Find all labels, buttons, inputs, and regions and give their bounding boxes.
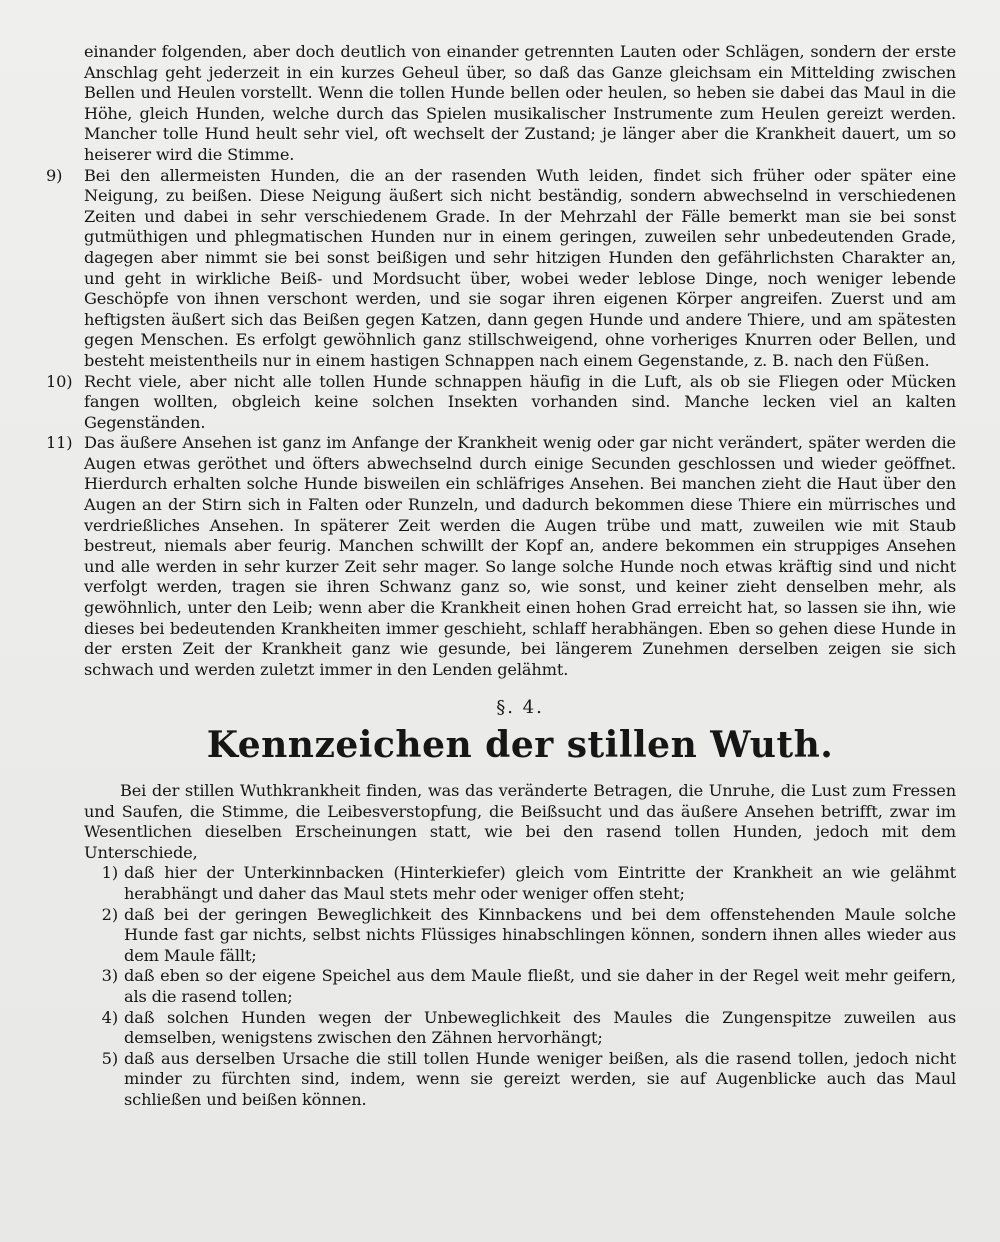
intro-paragraph: Bei der stillen Wuthkrankheit finden, was das veränderte Betragen, die Unruhe, die Lust zum Fressen und Saufen, die Stimme, die Leibesverstopfung, die Beißsucht und das äußere Ansehen betrifft, zwar im Wesentlichen dieselben Erscheinungen statt, wie bei den rasend tollen Hunden, jedoch mit dem Unterschiede, <box>84 781 956 862</box>
item-number: 1) <box>101 863 118 883</box>
item-number: 10) <box>46 371 73 391</box>
item-text: Bei den allermeisten Hunden, die an der rasenden Wuth leiden, findet sich früher oder später eine Neigung, zu beißen. Diese Neigung äußert sich nicht beständig, sondern abwechselnd in verschiedenen Zeiten und dabei in sehr verschiedenem Grade. In der Mehrzahl der Fälle bemerkt man sie bei sonst gutmüthigen und phlegmatischen Hunden nur in einem geringen, zuweilen sehr unbedeutenden Grade, dagegen aber nimmt sie bei sonst beißigen und sehr hitzigen Hunden den gefährlichsten Charakter an, und geht in wirkliche Beiß- und Mordsucht über, wobei weder leblose Dinge, noch weniger lebende Geschöpfe von ihnen verschont werden, und sie sogar ihren eigenen Körper angreifen. Zuerst und am heftigsten äußert sich das Beißen gegen Katzen, dann gegen Hunde und andere Thiere, und am spätesten gegen Menschen. Es erfolgt gewöhnlich ganz stillschweigend, ohne vorheriges Knurren oder Bellen, und besteht meistentheils nur in einem hastigen Schnappen nach einem Gegenstande, z. B. nach den Füßen. <box>84 165 956 370</box>
item-number: 4) <box>101 1007 118 1027</box>
item-text: Recht viele, aber nicht alle tollen Hunde schnappen häufig in die Luft, als ob sie Fliegen oder Mücken fangen wollten, obgleich keine solchen Insekten vorhanden sind. Manche lecken viel an kalten Gegenständen. <box>84 371 956 432</box>
list-item <box>84 1008 956 1049</box>
list-item <box>84 1049 956 1111</box>
item-text: Das äußere Ansehen ist ganz im Anfange der Krankheit wenig oder gar nicht verändert, später werden die Augen etwas geröthet und öfters abwechselnd durch einige Secunden geschlossen und wieder geöffnet. Hierdurch erhalten solche Hunde bisweilen ein schläfriges Ansehen. Bei manchen zieht die Haut über den Augen an der Stirn sich in Falten oder Runzeln, und dadurch bekommen diese Thiere ein mürrisches und verdrießliches Ansehen. In späterer Zeit werden die Augen trübe und matt, zuweilen wie mit Staub bestreut, niemals aber feurig. Manchen schwillt der Kopf an, andere bekommen ein struppiges Ansehen und alle werden in sehr kurzer Zeit sehr mager. So lange solche Hunde noch etwas kräftig sind und nicht verfolgt werden, tragen sie ihren Schwanz ganz so, wie sonst, und keiner zieht denselben mehr, als gewöhnlich, unter den Leib; wenn aber die Krankheit einen hohen Grad erreicht hat, so lassen sie ihn, wie dieses bei bedeutenden Krankheiten immer geschieht, schlaff herabhängen. Eben so gehen diese Hunde in der ersten Zeit der Krankheit ganz wie gesunde, bei längerem Zunehmen derselben zeigen sie sich schwach und werden zuletzt immer in den Lenden gelähmt. <box>84 433 956 679</box>
list-item <box>46 165 956 372</box>
item-number: 11) <box>46 433 73 453</box>
list-item <box>84 966 956 1007</box>
section-heading: Kennzeichen der stillen Wuth. <box>206 724 834 766</box>
list-item <box>46 433 956 680</box>
item-text: daß aus derselben Ursache die still tollen Hunde weniger beißen, als die rasend tollen, jedoch nicht minder zu fürchten sind, indem, wenn sie gereizt werden, sie auf Augenblicke auch das Maul schließen und beißen können. <box>124 1048 956 1109</box>
continuation-paragraph: einander folgenden, aber doch deutlich von einander getrennten Lauten oder Schlägen, sondern der erste Anschlag geht jederzeit in ein kurzes Geheul über, so daß das Ganze gleichsam ein Mittelding zwischen Bellen und Heulen vorstellt. Wenn die tollen Hunde bellen oder heulen, so heben sie dabei das Maul in die Höhe, gleich Hunden, welche durch das Spielen musikalischer Instrumente zum Heulen gereizt werden. Mancher tolle Hund heult sehr viel, oft wechselt der Zustand; je länger aber die Krankheit dauert, um so heiserer wird die Stimme. <box>84 42 956 164</box>
item-text: daß solchen Hunden wegen der Unbeweglichkeit des Maules die Zungenspitze zuweilen aus demselben, wenigstens zwischen den Zähnen hervorhängt; <box>124 1007 956 1048</box>
list-item <box>84 863 956 904</box>
item-text: daß hier der Unterkinnbacken (Hinterkiefer) gleich vom Eintritte der Krankheit an wie gelähmt herabhängt und daher das Maul stets mehr oder weniger offen steht; <box>124 863 956 903</box>
section-number: §. 4. <box>496 697 544 719</box>
list-item <box>84 905 956 967</box>
symptom-list <box>46 165 956 681</box>
item-number: 3) <box>101 966 118 986</box>
item-text: daß eben so der eigene Speichel aus dem Maule fließt, und sie daher in der Regel weit mehr geifern, als die rasend tollen; <box>124 966 956 1006</box>
item-number: 5) <box>101 1048 118 1068</box>
difference-list <box>84 863 956 1110</box>
page-text <box>46 42 956 1111</box>
item-number: 9) <box>46 165 63 185</box>
item-number: 2) <box>101 904 118 924</box>
item-text: daß bei der geringen Beweglichkeit des Kinnbackens und bei dem offenstehenden Maule solche Hunde fast gar nichts, selbst nichts Flüssiges hinabschlingen können, sondern ihnen alles wieder aus dem Maule fällt; <box>124 904 956 965</box>
list-item <box>46 371 956 434</box>
